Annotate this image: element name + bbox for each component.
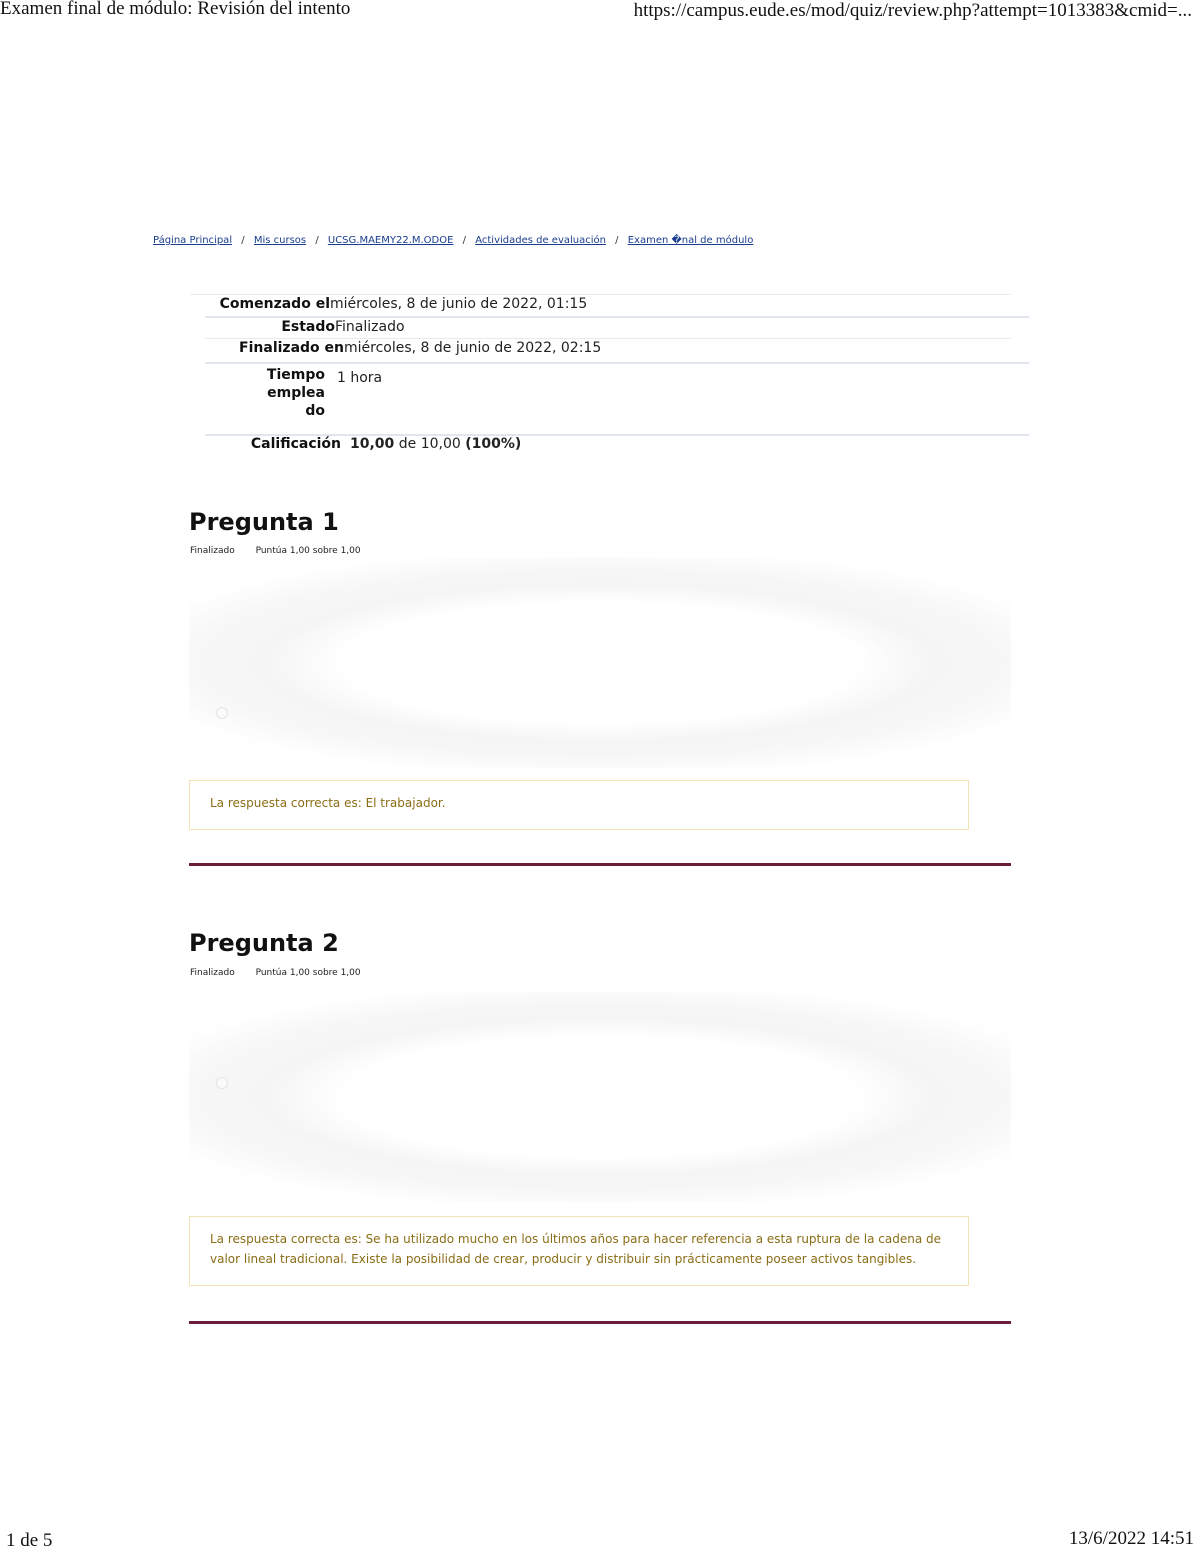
summary-row-state	[205, 316, 1029, 338]
print-page-title: Examen final de módulo: Revisión del intento	[0, 0, 351, 19]
summary-row-started	[190, 294, 1011, 316]
breadcrumb-activities-link[interactable]: Actividades de evaluación	[475, 235, 606, 246]
breadcrumb	[153, 235, 753, 246]
summary-row-time	[205, 362, 1029, 434]
finished-value: miércoles, 8 de junio de 2022, 02:15	[344, 340, 602, 356]
breadcrumb-separator: /	[462, 235, 467, 246]
question-1-body-image	[189, 558, 1011, 768]
breadcrumb-exam-link[interactable]: Examen �nal de módulo	[627, 235, 754, 246]
breadcrumb-course-link[interactable]: UCSG.MAEMY22.M.ODOE	[327, 235, 454, 246]
attempt-summary-table	[205, 294, 1029, 458]
time-value: 1 hora	[337, 370, 383, 386]
breadcrumb-home-link[interactable]: Página Principal	[153, 235, 233, 246]
started-value: miércoles, 8 de junio de 2022, 01:15	[330, 296, 588, 312]
question-2-score: Puntúa 1,00 sobre 1,00	[255, 968, 361, 978]
print-page-url: https://campus.eude.es/mod/quiz/review.php?attempt=1013383&cmid=...	[633, 0, 1192, 21]
started-label: Comenzado el	[219, 296, 330, 312]
print-date: 13/6/2022 14:51	[1068, 1528, 1194, 1549]
breadcrumb-separator: /	[615, 235, 619, 246]
question-2-title: Pregunta 2	[189, 929, 339, 957]
breadcrumb-separator: /	[315, 235, 319, 246]
summary-row-finished	[205, 338, 1011, 362]
grade-value	[350, 436, 521, 452]
question-2-meta	[190, 968, 361, 978]
question-1-title: Pregunta 1	[189, 508, 339, 536]
state-label: Estado	[281, 319, 335, 335]
question-1-radio-option[interactable]	[216, 707, 228, 719]
question-1-status: Finalizado	[190, 546, 235, 556]
print-page-number: 1 de 5	[6, 1530, 53, 1551]
question-2-divider	[189, 1321, 1011, 1324]
time-label: Tiempo empleado	[266, 367, 325, 419]
breadcrumb-my-courses-link[interactable]: Mis cursos	[253, 235, 307, 246]
grade-total: de 10,00	[398, 436, 461, 452]
grade-label: Calificación	[250, 436, 341, 452]
question-2-radio-option[interactable]	[216, 1077, 228, 1089]
question-1-meta	[190, 546, 361, 556]
question-1-divider	[189, 863, 1011, 866]
question-2-status: Finalizado	[190, 968, 235, 978]
question-2-correct-answer: La respuesta correcta es: Se ha utilizado mucho en los últimos años para hacer referencia a esta ruptura de la cadena de valor lineal tradicional. Existe la posibilidad de crear, producir y distribuir sin prácticamente poseer activos tangibles.	[189, 1216, 969, 1286]
question-1-score: Puntúa 1,00 sobre 1,00	[255, 546, 361, 556]
finished-label: Finalizado en	[239, 340, 344, 356]
grade-percent: (100%)	[465, 436, 522, 452]
breadcrumb-separator: /	[241, 235, 245, 246]
question-1-correct-answer: La respuesta correcta es: El trabajador.	[189, 780, 969, 830]
summary-row-grade	[205, 434, 1029, 458]
grade-score: 10,00	[350, 436, 395, 452]
question-2-body-image	[189, 992, 1011, 1202]
state-value: Finalizado	[335, 319, 405, 335]
